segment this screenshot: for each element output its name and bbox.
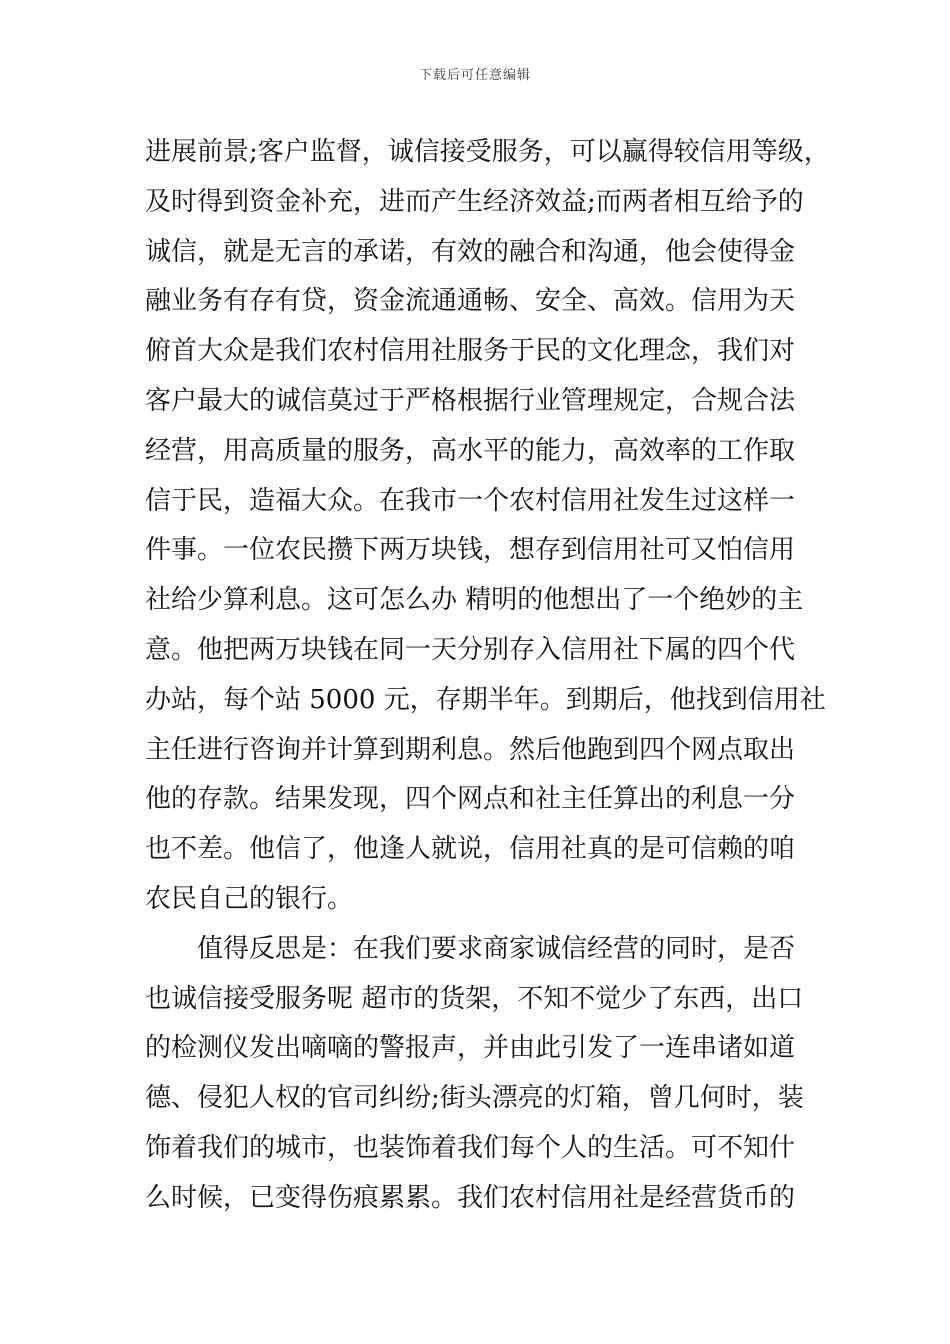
text-line: 融业务有存有贷，资金流通通畅、安全、高效。信用为天: [145, 286, 796, 317]
paragraph-1: [145, 128, 830, 925]
text-line: 经营，用高质量的服务，高水平的能力，高效率的工作取: [145, 435, 796, 466]
text-line: 意。他把两万块钱在同一天分别存入信用社下属的四个代: [145, 634, 796, 665]
text-line: 客户最大的诚信莫过于严格根据行业管理规定，合规合法: [145, 385, 796, 416]
document-body: [145, 128, 830, 1224]
text-line: 件事。一位农民攒下两万块钱，想存到信用社可又怕信用: [145, 535, 796, 566]
text-line: 也诚信接受服务呢 超市的货架，不知不觉少了东西，出口: [145, 983, 804, 1014]
text-line: 进展前景;客户监督，诚信接受服务，可以赢得较信用等级，: [145, 137, 830, 167]
text-line: 德、侵犯人权的官司纠纷;街头漂亮的灯箱，曾几何时，装: [145, 1083, 804, 1114]
text-line: 主任进行咨询并计算到期利息。然后他跑到四个网点取出: [145, 734, 796, 765]
text-line: 办站，每个站 5000 元，存期半年。到期后，他找到信用社: [145, 684, 826, 715]
text-line: 也不差。他信了，他逢人就说，信用社真的是可信赖的咱: [145, 834, 796, 865]
text-line: 信于民，造福大众。在我市一个农村信用社发生过这样一: [145, 485, 796, 516]
text-line-first-indent: 值得反思是：在我们要求商家诚信经营的同时，是否: [197, 933, 796, 964]
text-line: 的检测仪发出嘀嘀的警报声，并由此引发了一连串诸如道: [145, 1033, 796, 1064]
text-line: 饰着我们的城市，也装饰着我们每个人的生活。可不知什: [145, 1132, 796, 1163]
text-line: 诚信，就是无言的承诺，有效的融合和沟通，他会使得金: [145, 236, 796, 267]
page-header: 下载后可任意编辑: [418, 68, 531, 83]
text-line: 社给少算利息。这可怎么办 精明的他想出了一个绝妙的主: [145, 585, 804, 616]
text-line: 农民自己的银行。: [145, 883, 354, 914]
text-line: 俯首大众是我们农村信用社服务于民的文化理念，我们对: [145, 336, 796, 367]
text-line: 么时候，已变得伤痕累累。我们农村信用社是经营货币的: [145, 1182, 796, 1213]
text-line: 及时得到资金补充，进而产生经济效益;而两者相互给予的: [145, 186, 804, 217]
paragraph-2: [145, 925, 815, 1224]
text-line: 他的存款。结果发现，四个网点和社主任算出的利息一分: [145, 784, 796, 815]
